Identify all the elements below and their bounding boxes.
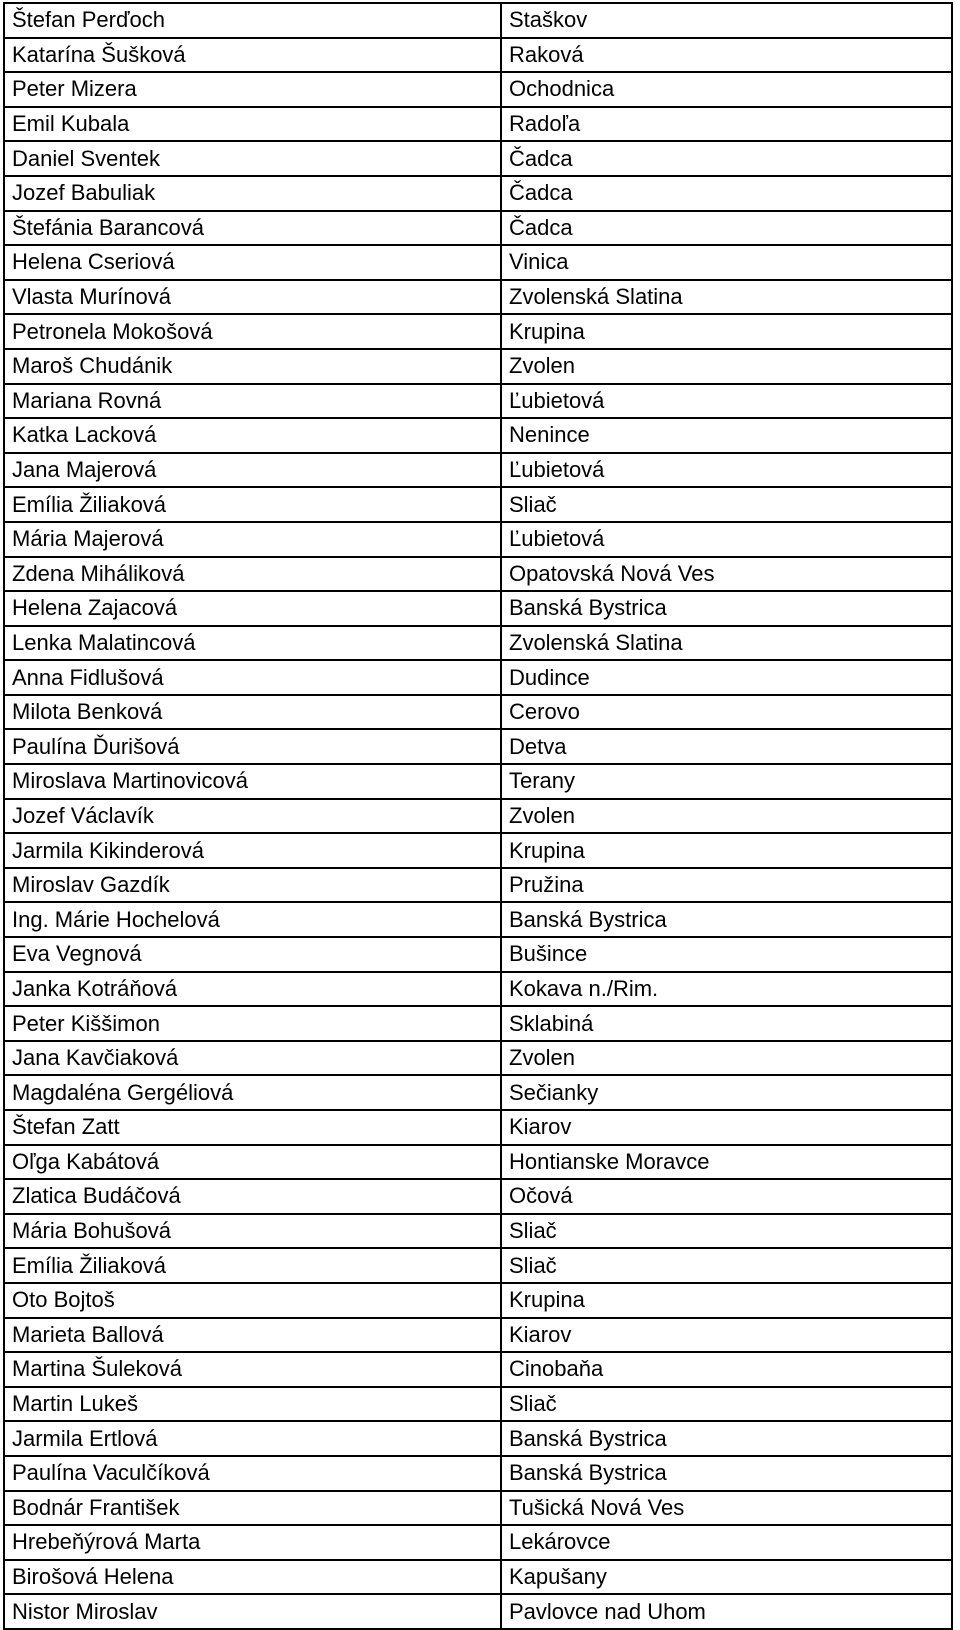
name-cell: Lenka Malatincová <box>4 626 501 661</box>
place-cell: Kiarov <box>501 1110 952 1145</box>
table-row <box>4 695 952 730</box>
name-cell: Emília Žiliaková <box>4 1248 501 1283</box>
table-row <box>4 1352 952 1387</box>
place-cell: Krupina <box>501 833 952 868</box>
name-cell: Martina Šuleková <box>4 1352 501 1387</box>
name-cell: Zdena Miháliková <box>4 557 501 592</box>
name-cell: Petronela Mokošová <box>4 314 501 349</box>
name-cell: Eva Vegnová <box>4 937 501 972</box>
table-row <box>4 1456 952 1491</box>
table-row <box>4 384 952 419</box>
place-cell: Kiarov <box>501 1318 952 1353</box>
name-cell: Janka Kotráňová <box>4 972 501 1007</box>
table-row <box>4 314 952 349</box>
name-cell: Helena Zajacová <box>4 591 501 626</box>
table-row <box>4 522 952 557</box>
table-row <box>4 764 952 799</box>
place-cell: Cinobaňa <box>501 1352 952 1387</box>
name-cell: Jana Kavčiaková <box>4 1041 501 1076</box>
table-row <box>4 729 952 764</box>
table-row <box>4 418 952 453</box>
table-row <box>4 1491 952 1526</box>
table-row <box>4 591 952 626</box>
table-body <box>4 3 952 1629</box>
place-cell: Lekárovce <box>501 1525 952 1560</box>
table-row <box>4 1421 952 1456</box>
place-cell: Zvolenská Slatina <box>501 626 952 661</box>
name-cell: Mária Bohušová <box>4 1214 501 1249</box>
name-cell: Anna Fidlušová <box>4 660 501 695</box>
table-row <box>4 38 952 73</box>
name-cell: Štefan Perďoch <box>4 3 501 38</box>
name-cell: Katka Lacková <box>4 418 501 453</box>
place-cell: Pružina <box>501 868 952 903</box>
place-cell: Kapušany <box>501 1560 952 1595</box>
table-row <box>4 211 952 246</box>
table-row <box>4 1145 952 1180</box>
place-cell: Sliač <box>501 1214 952 1249</box>
name-cell: Birošová Helena <box>4 1560 501 1595</box>
table-row <box>4 1525 952 1560</box>
table-row <box>4 1110 952 1145</box>
table-row <box>4 453 952 488</box>
place-cell: Banská Bystrica <box>501 1421 952 1456</box>
place-cell: Krupina <box>501 314 952 349</box>
place-cell: Staškov <box>501 3 952 38</box>
name-cell: Magdaléna Gergéliová <box>4 1075 501 1110</box>
table-row <box>4 557 952 592</box>
place-cell: Cerovo <box>501 695 952 730</box>
table-row <box>4 660 952 695</box>
place-cell: Pavlovce nad Uhom <box>501 1594 952 1629</box>
name-cell: Jana Majerová <box>4 453 501 488</box>
table-row <box>4 1041 952 1076</box>
name-cell: Peter Kiššimon <box>4 1006 501 1041</box>
place-cell: Ľubietová <box>501 522 952 557</box>
table-row <box>4 1560 952 1595</box>
place-cell: Bušince <box>501 937 952 972</box>
name-cell: Miroslava Martinovicová <box>4 764 501 799</box>
name-cell: Miroslav Gazdík <box>4 868 501 903</box>
table-row <box>4 937 952 972</box>
table-row <box>4 487 952 522</box>
place-cell: Dudince <box>501 660 952 695</box>
table-row <box>4 107 952 142</box>
name-cell: Štefan Zatt <box>4 1110 501 1145</box>
name-cell: Milota Benková <box>4 695 501 730</box>
table-row <box>4 972 952 1007</box>
place-cell: Zvolen <box>501 799 952 834</box>
name-cell: Peter Mizera <box>4 72 501 107</box>
place-cell: Sečianky <box>501 1075 952 1110</box>
table-row <box>4 141 952 176</box>
place-cell: Zvolen <box>501 349 952 384</box>
table-row <box>4 349 952 384</box>
place-cell: Nenince <box>501 418 952 453</box>
place-cell: Banská Bystrica <box>501 1456 952 1491</box>
name-cell: Emília Žiliaková <box>4 487 501 522</box>
name-cell: Štefánia Barancová <box>4 211 501 246</box>
table-row <box>4 833 952 868</box>
place-cell: Čadca <box>501 211 952 246</box>
table-row <box>4 1318 952 1353</box>
table-row <box>4 72 952 107</box>
name-cell: Jarmila Ertlová <box>4 1421 501 1456</box>
place-cell: Banská Bystrica <box>501 902 952 937</box>
name-cell: Maroš Chudánik <box>4 349 501 384</box>
place-cell: Terany <box>501 764 952 799</box>
name-cell: Marieta Ballová <box>4 1318 501 1353</box>
place-cell: Zvolenská Slatina <box>501 280 952 315</box>
name-cell: Nistor Miroslav <box>4 1594 501 1629</box>
name-cell: Paulína Vaculčíková <box>4 1456 501 1491</box>
place-cell: Radoľa <box>501 107 952 142</box>
name-cell: Mariana Rovná <box>4 384 501 419</box>
place-cell: Ľubietová <box>501 384 952 419</box>
table-row <box>4 1283 952 1318</box>
place-cell: Opatovská Nová Ves <box>501 557 952 592</box>
place-cell: Čadca <box>501 141 952 176</box>
place-cell: Tušická Nová Ves <box>501 1491 952 1526</box>
place-cell: Banská Bystrica <box>501 591 952 626</box>
place-cell: Čadca <box>501 176 952 211</box>
place-cell: Ľubietová <box>501 453 952 488</box>
place-cell: Vinica <box>501 245 952 280</box>
name-cell: Oto Bojtoš <box>4 1283 501 1318</box>
place-cell: Raková <box>501 38 952 73</box>
place-cell: Zvolen <box>501 1041 952 1076</box>
name-cell: Vlasta Murínová <box>4 280 501 315</box>
table-row <box>4 1248 952 1283</box>
place-cell: Krupina <box>501 1283 952 1318</box>
table-row <box>4 868 952 903</box>
table-row <box>4 1006 952 1041</box>
place-cell: Sliač <box>501 1387 952 1422</box>
place-cell: Sklabiná <box>501 1006 952 1041</box>
name-cell: Jozef Babuliak <box>4 176 501 211</box>
table-row <box>4 280 952 315</box>
name-cell: Oľga Kabátová <box>4 1145 501 1180</box>
place-cell: Sliač <box>501 1248 952 1283</box>
table-row <box>4 1179 952 1214</box>
table-row <box>4 176 952 211</box>
name-cell: Bodnár František <box>4 1491 501 1526</box>
place-cell: Kokava n./Rim. <box>501 972 952 1007</box>
name-cell: Helena Cseriová <box>4 245 501 280</box>
table-row <box>4 245 952 280</box>
name-cell: Hrebeňýrová Marta <box>4 1525 501 1560</box>
name-cell: Emil Kubala <box>4 107 501 142</box>
place-cell: Očová <box>501 1179 952 1214</box>
table-row <box>4 626 952 661</box>
table-row <box>4 1387 952 1422</box>
name-place-table <box>3 2 953 1630</box>
name-cell: Paulína Ďurišová <box>4 729 501 764</box>
place-cell: Sliač <box>501 487 952 522</box>
place-cell: Hontianske Moravce <box>501 1145 952 1180</box>
name-cell: Jarmila Kikinderová <box>4 833 501 868</box>
table-row <box>4 1075 952 1110</box>
name-cell: Mária Majerová <box>4 522 501 557</box>
name-cell: Katarína Šušková <box>4 38 501 73</box>
table-row <box>4 799 952 834</box>
name-cell: Ing. Márie Hochelová <box>4 902 501 937</box>
name-cell: Zlatica Budáčová <box>4 1179 501 1214</box>
place-cell: Ochodnica <box>501 72 952 107</box>
table-row <box>4 1594 952 1629</box>
table-row <box>4 902 952 937</box>
place-cell: Detva <box>501 729 952 764</box>
name-cell: Jozef Václavík <box>4 799 501 834</box>
name-cell: Martin Lukeš <box>4 1387 501 1422</box>
name-cell: Daniel Sventek <box>4 141 501 176</box>
table-row <box>4 1214 952 1249</box>
table-row <box>4 3 952 38</box>
